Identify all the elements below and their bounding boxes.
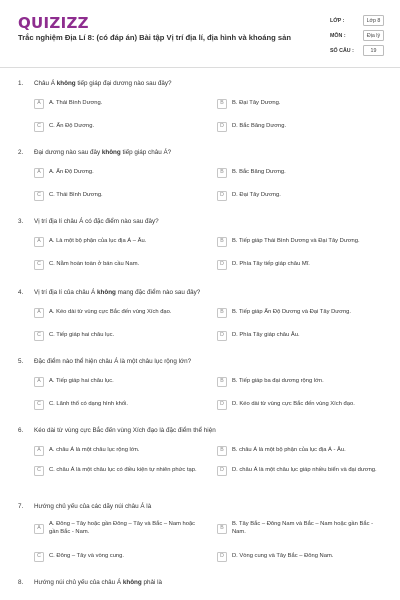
question-number: 1. (18, 80, 24, 87)
question-text: Hướng núi chủ yếu của châu Á không phải là (34, 579, 163, 586)
answer-option-c[interactable] (34, 552, 204, 562)
option-letter: A (34, 377, 44, 387)
meta-row-class (330, 13, 386, 28)
question-3 (0, 218, 400, 268)
question-4 (0, 289, 400, 339)
meta-value: Địa lý (363, 30, 384, 41)
option-letter: A (34, 237, 44, 247)
option-letter: C (34, 122, 44, 132)
question-text: Châu Á không tiếp giáp đại dương nào sau đây? (34, 80, 172, 87)
option-letter: C (34, 466, 44, 476)
answer-option-c[interactable] (34, 400, 204, 410)
answer-option-a[interactable] (34, 99, 204, 109)
question-number: 3. (18, 218, 24, 225)
option-letter: B (217, 99, 227, 109)
question-5 (0, 358, 400, 408)
meta-value: 19 (363, 45, 384, 56)
answer-option-c[interactable] (34, 191, 204, 201)
option-text: C. Ấn Độ Dương. (49, 123, 95, 130)
answer-option-a[interactable] (34, 237, 204, 247)
answer-option-b[interactable] (217, 99, 387, 109)
header-divider (0, 67, 400, 68)
emphasis: không (122, 579, 142, 586)
answer-option-b[interactable] (217, 308, 387, 318)
option-text: C. Lãnh thổ có dạng hình khối. (49, 401, 128, 408)
question-text: Vị trí địa lí của châu Á không mang đặc điểm nào sau đây? (34, 289, 201, 296)
question-number: 2. (18, 149, 24, 156)
answer-option-c[interactable] (34, 331, 204, 341)
option-text: C. Nằm hoàn toàn ở bán cầu Nam. (49, 261, 140, 268)
answer-option-a[interactable] (34, 168, 204, 178)
option-letter: C (34, 191, 44, 201)
option-text: B. châu Á là một bộ phận của lục địa Á - Âu. (232, 447, 346, 454)
answer-option-d[interactable] (217, 191, 387, 201)
question-text: Hướng chủ yếu của các dãy núi châu Á là (34, 503, 152, 510)
emphasis: không (97, 289, 116, 296)
option-text: C. Thái Bình Dương. (49, 192, 103, 199)
answer-option-d[interactable] (217, 331, 387, 341)
option-text: C. châu Á là một châu lục có điều kiện tự nhiên phức tạp. (49, 467, 197, 474)
option-letter: B (217, 237, 227, 247)
option-text: D. Bắc Băng Dương. (232, 123, 287, 130)
question-text: Kéo dài từ vùng cực Bắc đến vùng Xích đạo là đặc điểm thể hiện (34, 427, 216, 434)
answer-option-b[interactable] (217, 237, 387, 247)
option-text: A. Tiếp giáp hai châu lục. (49, 378, 114, 385)
option-letter: B (217, 524, 227, 534)
option-letter: A (34, 524, 44, 534)
meta-row-count (330, 43, 386, 58)
answer-option-d[interactable] (217, 260, 387, 270)
option-letter: B (217, 168, 227, 178)
option-letter: B (217, 377, 227, 387)
option-text: B. Tiếp giáp ba đại dương rộng lớn. (232, 378, 324, 385)
option-letter: A (34, 168, 44, 178)
option-letter: B (217, 446, 227, 456)
option-letter: D (217, 400, 227, 410)
answer-option-b[interactable] (217, 446, 387, 456)
meta-value: Lớp 8 (363, 15, 384, 26)
question-2 (0, 149, 400, 199)
option-letter: B (217, 308, 227, 318)
answer-option-d[interactable] (217, 466, 387, 476)
option-text: A. Ấn Độ Dương. (49, 169, 94, 176)
option-text: B. Tiếp giáp Ấn Độ Dương và Đại Tây Dương. (232, 309, 352, 316)
option-letter: A (34, 308, 44, 318)
option-text: B. Tây Bắc – Đông Nam và Bắc – Nam hoặc gần Bắc - Nam. (232, 521, 374, 535)
option-text: D. Đại Tây Dương. (232, 192, 281, 199)
option-letter: D (217, 260, 227, 270)
document-title: Trắc nghiệm Địa Lí 8: (có đáp án) Bài tập Vị trí địa lí, địa hình và khoáng sản (18, 33, 292, 42)
meta-label: SỐ CÂU : (330, 47, 354, 54)
option-letter: C (34, 260, 44, 270)
option-text: A. châu Á là một châu lục rộng lớn. (49, 447, 140, 454)
question-text: Đặc điểm nào thể hiện châu Á là một châu lục rộng lớn? (34, 358, 192, 365)
option-letter: D (217, 191, 227, 201)
answer-option-d[interactable] (217, 552, 387, 562)
option-text: C. Tiếp giáp hai châu lục. (49, 332, 115, 339)
meta-row-subject (330, 28, 386, 43)
answer-option-b[interactable] (217, 521, 387, 536)
option-text: D. Phía Tây tiếp giáp châu Mĩ. (232, 261, 310, 268)
option-text: D. Vòng cung và Tây Bắc – Đông Nam. (232, 553, 334, 560)
answer-option-b[interactable] (217, 377, 387, 387)
option-text: A. Là một bộ phận của lục địa Á – Âu. (49, 238, 147, 245)
option-letter: A (34, 446, 44, 456)
meta-label: LỚP : (330, 17, 345, 24)
option-letter: D (217, 122, 227, 132)
option-text: D. châu Á là một châu lục giáp nhiều biển và đại dương. (232, 467, 377, 474)
option-letter: C (34, 552, 44, 562)
emphasis: không (101, 149, 121, 156)
meta-panel (330, 13, 386, 58)
option-text: C. Đông – Tây và vòng cung. (49, 553, 124, 560)
option-text: A. Thái Bình Dương. (49, 100, 103, 107)
question-number: 8. (18, 579, 24, 586)
answer-option-c[interactable] (34, 466, 204, 476)
answer-option-c[interactable] (34, 122, 204, 132)
option-text: D. Phía Tây giáp châu Âu. (232, 332, 300, 339)
answer-option-c[interactable] (34, 260, 204, 270)
meta-label: MÔN : (330, 32, 346, 39)
option-text: D. Kéo dài từ vùng cực Bắc đến vùng Xích đạo. (232, 401, 355, 408)
quizizz-logo: QUIZIZZ (18, 14, 89, 32)
option-letter: D (217, 552, 227, 562)
answer-option-a[interactable] (34, 308, 204, 318)
question-text: Đại dương nào sau đây không tiếp giáp châu Á? (34, 149, 172, 156)
question-8 (0, 579, 400, 589)
question-number: 4. (18, 289, 24, 296)
answer-option-b[interactable] (217, 168, 387, 178)
option-text: B. Tiếp giáp Thái Bình Dương và Đại Tây Dương. (232, 238, 360, 245)
option-text: A. Đông – Tây hoặc gần Đông – Tây và Bắc – Nam hoặc gần Bắc - Nam. (49, 521, 196, 535)
option-letter: C (34, 400, 44, 410)
answer-option-a[interactable] (34, 521, 204, 536)
answer-option-a[interactable] (34, 446, 204, 456)
option-letter: D (217, 466, 227, 476)
option-letter: C (34, 331, 44, 341)
question-1 (0, 80, 400, 130)
question-7 (0, 503, 400, 560)
question-6 (0, 427, 400, 474)
emphasis: không (56, 80, 76, 87)
question-text: Vị trí địa lí châu Á có đặc điểm nào sau đây? (34, 218, 159, 225)
option-letter: D (217, 331, 227, 341)
question-number: 5. (18, 358, 24, 365)
option-letter: A (34, 99, 44, 109)
question-number: 7. (18, 503, 24, 510)
answer-option-a[interactable] (34, 377, 204, 387)
option-text: A. Kéo dài từ vùng cực Bắc đến vùng Xích đạo. (49, 309, 172, 316)
answer-option-d[interactable] (217, 400, 387, 410)
option-text: B. Đại Tây Dương. (232, 100, 281, 107)
answer-option-d[interactable] (217, 122, 387, 132)
option-text: B. Bắc Băng Dương. (232, 169, 286, 176)
question-number: 6. (18, 427, 24, 434)
